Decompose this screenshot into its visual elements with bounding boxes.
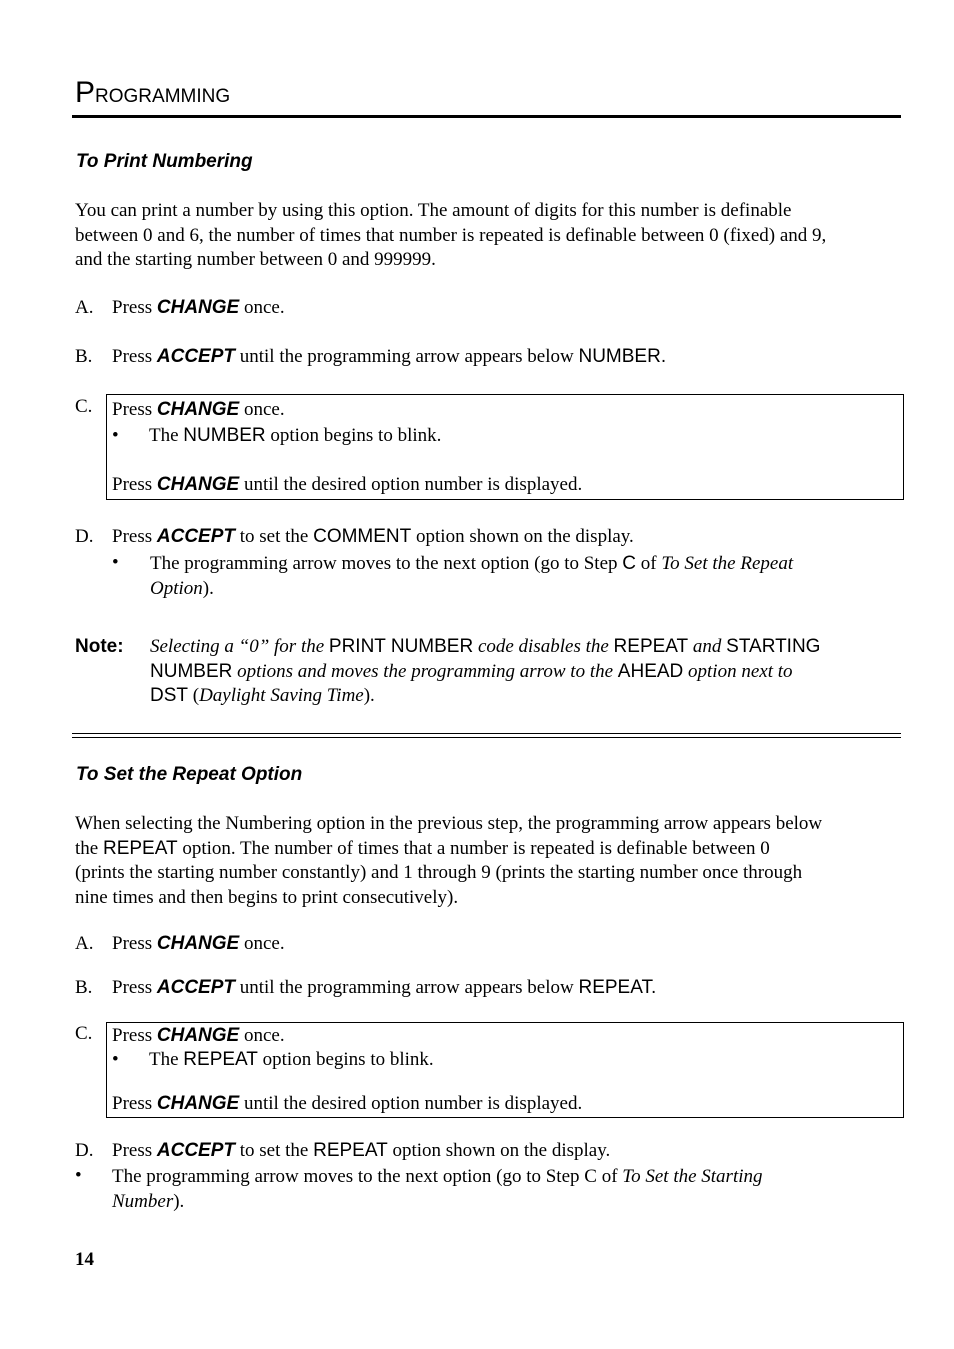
step2-a-text: Press CHANGE once. [112, 933, 285, 954]
step-c-box [106, 394, 904, 500]
step-b-text: Press ACCEPT until the programming arrow appears below NUMBER. [112, 346, 667, 367]
intro-line-3: and the starting number between 0 and 999999. [75, 249, 436, 270]
note-label: Note: [75, 636, 124, 657]
step2-c-bullet-text: The REPEAT option begins to blink. [149, 1049, 434, 1070]
step-c-bullet-text: The NUMBER option begins to blink. [149, 425, 442, 446]
step-c-bullet-marker: • [112, 425, 119, 446]
accept-key: ACCEPT [156, 977, 235, 998]
page-header-title [75, 76, 230, 110]
step-d-text: Press ACCEPT to set the COMMENT option shown on the display. [112, 526, 634, 547]
step2-c-box [106, 1022, 904, 1118]
change-key: CHANGE [156, 1025, 240, 1046]
step-c-line2: Press CHANGE until the desired option number is displayed. [112, 474, 583, 495]
page-number: 14 [75, 1249, 94, 1270]
step-a-label: A. [75, 297, 94, 318]
step2-d-bullet-text: The programming arrow moves to the next option (go to Step C of To Set the Starting Number). [112, 1166, 763, 1212]
step-a-text: Press CHANGE once. [112, 297, 285, 318]
section-title-repeat-option: To Set the Repeat Option [76, 764, 303, 785]
section-divider-bottom [72, 737, 901, 738]
accept-key: ACCEPT [156, 346, 235, 367]
note-text: Selecting a “0” for the PRINT NUMBER code disables the REPEAT and STARTING NUMBER options and moves the programming arrow to the AHEAD option next to DST (Daylight Saving Time). [150, 636, 821, 706]
step2-b-label: B. [75, 977, 93, 998]
step-b-label: B. [75, 346, 93, 367]
intro-line-2: between 0 and 6, the number of times that number is repeated is definable between 0 (fixed) and 9, [75, 224, 827, 246]
step-d-bullet-marker: • [112, 552, 119, 573]
accept-key: ACCEPT [156, 526, 235, 547]
section-divider-top [72, 733, 901, 734]
change-key: CHANGE [156, 297, 240, 318]
change-key: CHANGE [156, 933, 240, 954]
step2-c-line2: Press CHANGE until the desired option number is displayed. [112, 1093, 583, 1114]
change-key: CHANGE [156, 474, 240, 495]
step2-d-text: Press ACCEPT to set the REPEAT option shown on the display. [112, 1140, 611, 1161]
header-initial: P [75, 76, 96, 109]
change-key: CHANGE [156, 1093, 240, 1114]
header-rest: ROGRAMMING [95, 86, 231, 107]
step2-c-line1: Press CHANGE once. [112, 1025, 285, 1046]
step2-d-label: D. [75, 1140, 94, 1161]
step-c-label: C. [75, 396, 93, 417]
step-d-bullet-text: The programming arrow moves to the next option (go to Step C of To Set the Repeat Option). [150, 553, 794, 599]
step2-b-text: Press ACCEPT until the programming arrow appears below REPEAT. [112, 977, 657, 998]
change-key: CHANGE [156, 399, 240, 420]
step-c-line1: Press CHANGE once. [112, 399, 285, 420]
step2-a-label: A. [75, 933, 94, 954]
section-title-print-numbering: To Print Numbering [76, 151, 253, 172]
step2-c-bullet-marker: • [112, 1049, 119, 1070]
intro-line-1: You can print a number by using this option. The amount of digits for this number is definable [75, 200, 792, 221]
header-rule [72, 115, 901, 118]
section2-intro: When selecting the Numbering option in the previous step, the programming arrow appears below the REPEAT option. The number of times that a number is repeated is definable between 0 (prints the starting number constantly) and 1 through 9 (prints the starting number once through nine times and then begins to print consecutively). [75, 813, 823, 908]
section1-intro [75, 199, 826, 273]
step2-c-label: C. [75, 1023, 93, 1044]
step-d-label: D. [75, 526, 94, 547]
accept-key: ACCEPT [156, 1140, 235, 1161]
step2-d-bullet-marker: • [75, 1165, 82, 1186]
